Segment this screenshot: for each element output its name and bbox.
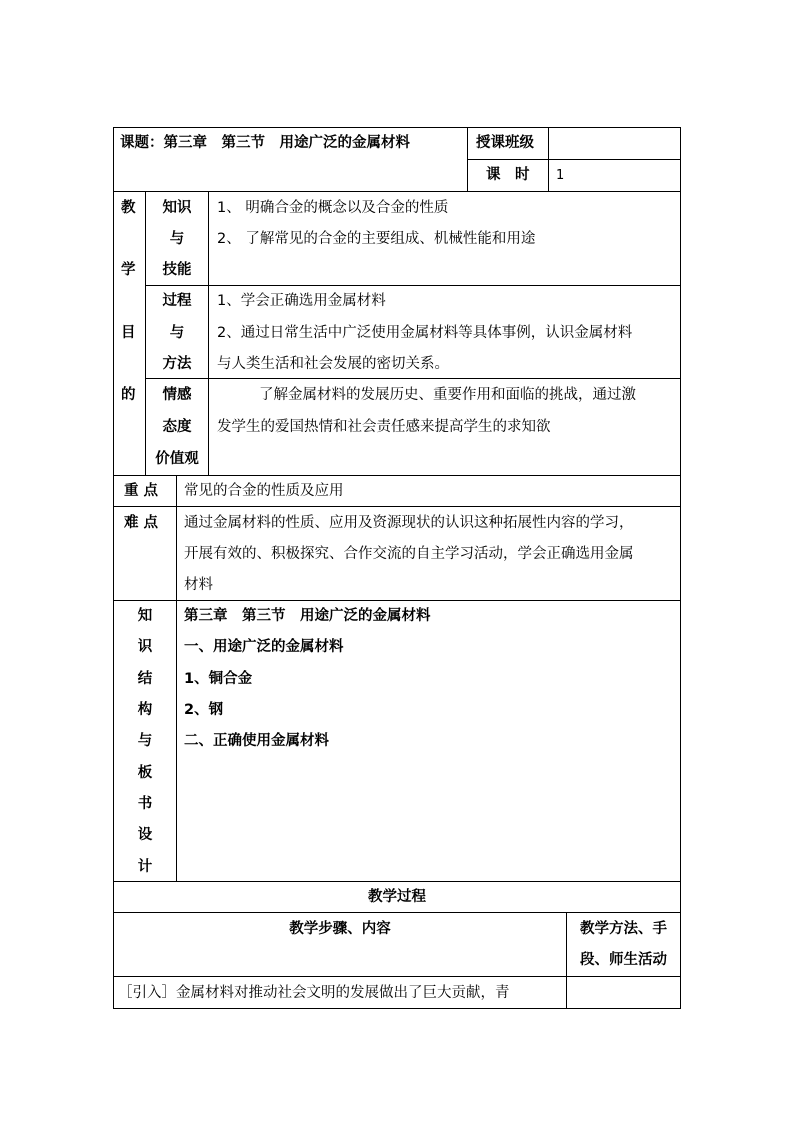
methods-header-line: 教学方法、手 [580,921,667,937]
process-item: 2、通过日常生活中广泛使用金属材料等具体事例，认识金属材料 [217,325,633,341]
class-label: 授课班级 [476,135,534,151]
board-side-char: 结 [137,671,153,687]
rule [113,976,681,977]
objectives-side-char: 教 [121,200,136,216]
board-line: 一、用途广泛的金属材料 [184,639,344,655]
emotion-item: 发学生的爱国热情和社会责任感来提高学生的求知欲 [217,419,551,435]
board-side-char: 与 [137,733,153,749]
process-item: 1、学会正确选用金属材料 [217,293,386,309]
rule [113,600,681,601]
rule [113,1008,681,1009]
emotion-label-line: 态度 [162,419,192,435]
board-side-char: 知 [137,608,153,624]
knowledge-item: 2、 了解常见的合金的主要组成、机械性能和用途 [217,231,536,247]
rule [145,285,681,286]
difficulty-line: 材料 [184,577,213,593]
rule [113,127,681,128]
board-side-char: 计 [137,859,153,875]
steps-header: 教学步骤、内容 [289,921,391,937]
hours-value: 1 [556,168,565,183]
board-side-char: 构 [137,702,153,718]
knowledge-label-line: 与 [169,231,185,247]
board-line: 二、正确使用金属材料 [184,733,329,749]
process-label-line: 方法 [162,356,192,372]
difficulty-label: 难 点 [124,515,159,531]
rule [113,881,681,882]
difficulty-line: 开展有效的、积极探究、合作交流的自主学习活动，学会正确选用金属 [184,546,634,562]
objectives-side-char: 学 [121,262,136,278]
emotion-label-line: 价值观 [155,451,199,467]
rule [467,127,468,191]
board-line: 1、铜合金 [184,671,253,687]
knowledge-item: 1、 明确合金的概念以及合金的性质 [217,200,449,216]
knowledge-label-line: 技能 [162,262,192,278]
objectives-side-char: 目 [121,325,136,341]
board-side-char: 设 [137,827,153,843]
hours-label: 课 时 [486,167,530,183]
rule [208,191,209,475]
rule [145,378,681,379]
board-side-char: 书 [137,796,153,812]
process-section-title: 教学过程 [368,889,426,905]
methods-header-line: 段、师生活动 [580,952,667,968]
rule [113,475,681,476]
rule [467,159,681,160]
rule [176,475,177,881]
emotion-label-line: 情感 [162,387,192,403]
lesson-title: 课题：第三章 第三节 用途广泛的金属材料 [120,135,410,151]
board-line: 2、钢 [184,702,224,718]
objectives-side-char: 的 [121,387,136,403]
board-line: 第三章 第三节 用途广泛的金属材料 [184,608,431,624]
rule [113,912,681,913]
process-label-line: 与 [169,325,185,341]
process-item: 与人类生活和社会发展的密切关系。 [217,356,449,372]
process-intro: ［引入］金属材料对推动社会文明的发展做出了巨大贡献，青 [118,985,510,1001]
process-label-line: 过程 [162,293,192,309]
key-point-text: 常见的合金的性质及应用 [184,483,344,499]
rule [680,127,681,1009]
key-point-label: 重 点 [124,483,159,499]
board-side-char: 板 [137,765,153,781]
knowledge-label-line: 知识 [162,200,192,216]
emotion-item: 了解金属材料的发展历史、重要作用和面临的挑战，通过激 [259,387,636,403]
rule [113,191,681,192]
difficulty-line: 通过金属材料的性质、应用及资源现状的认识这种拓展性内容的学习， [184,515,634,531]
board-side-char: 识 [137,639,153,655]
rule [548,127,549,191]
rule [113,506,681,507]
